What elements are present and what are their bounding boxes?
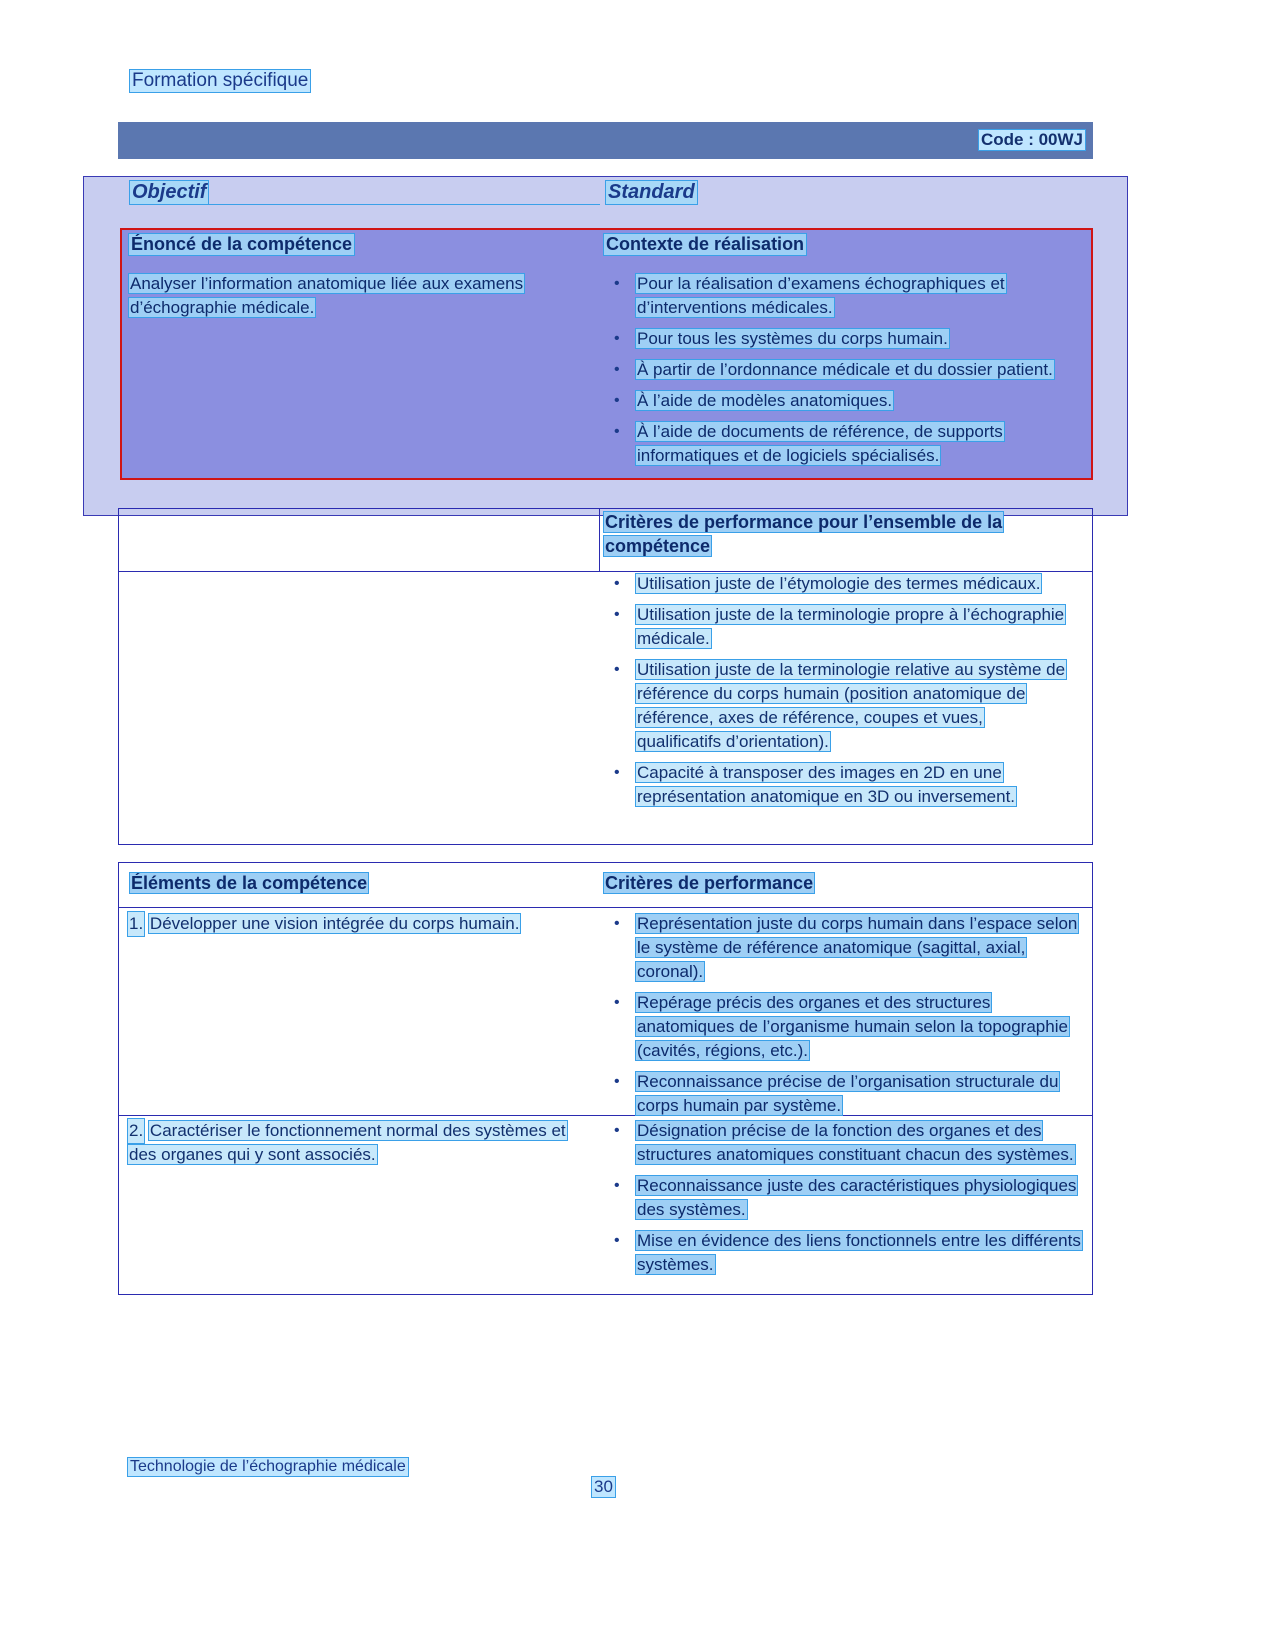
list-item: [600, 1174, 1090, 1222]
list-item: [600, 420, 1080, 468]
enonce-heading: Énoncé de la compétence: [131, 234, 353, 254]
enonce-value: Analyser l’information anatomique liée aux examens d’échographie médicale.: [130, 274, 524, 317]
footer-program: Technologie de l’échographie médicale: [130, 1458, 406, 1475]
list-item: [600, 912, 1090, 984]
contexte-item-text: À partir de l’ordonnance médicale et du dossier patient.: [637, 360, 1053, 379]
list-item: [600, 1070, 1090, 1118]
contexte-item-text: À l’aide de modèles anatomiques.: [637, 391, 893, 410]
page-number: 30: [594, 1477, 613, 1496]
code-bar: [118, 122, 1093, 159]
list-item: [600, 272, 1080, 320]
row-number: 1.: [128, 912, 144, 936]
critere-text: Capacité à transposer des images en 2D en une représentation anatomique en 3D ou inversement.: [637, 763, 1016, 806]
code-label: Code : 00WJ: [980, 130, 1083, 149]
contexte-item-text: Pour tous les systèmes du corps humain.: [637, 329, 948, 348]
criteres-ensemble-title: [604, 510, 1064, 558]
enonce-text: [129, 272, 584, 320]
list-item: [600, 658, 1070, 754]
critere-text: Mise en évidence des liens fonctionnels entre les différents systèmes.: [637, 1231, 1081, 1274]
elements-column-header-text: Éléments de la compétence: [131, 873, 368, 893]
list-item: [600, 358, 1080, 382]
criteres-ensemble-list: [600, 572, 1070, 816]
criteres-column-header-text: Critères de performance: [605, 873, 814, 893]
critere-text: Utilisation juste de la terminologie propre à l’échographie médicale.: [637, 605, 1065, 648]
contexte-list: [600, 272, 1080, 475]
critere-text: Reconnaissance juste des caractéristiques physiologiques des systèmes.: [637, 1176, 1077, 1219]
row-number: 2.: [128, 1119, 144, 1143]
critere-text: Reconnaissance précise de l’organisation structurale du corps humain par système.: [637, 1072, 1059, 1115]
element-text: Développer une vision intégrée du corps humain.: [149, 914, 520, 933]
contexte-item-text: À l’aide de documents de référence, de supports informatiques et de logiciels spécialisés.: [637, 422, 1003, 465]
element-text: Caractériser le fonctionnement normal des systèmes et des organes qui y sont associés.: [129, 1121, 566, 1164]
table-row: [128, 912, 588, 936]
list-item: [600, 603, 1070, 651]
critere-text: Repérage précis des organes et des structures anatomiques de l’organisme humain selon la topographie (cavités, régions, etc.).: [637, 993, 1068, 1060]
criteres-column-header: [604, 873, 814, 894]
contexte-item-text: Pour la réalisation d’examens échographiques et d’interventions médicales.: [637, 274, 1005, 317]
column-divider: [599, 509, 600, 571]
list-item: [600, 1229, 1090, 1277]
contexte-heading: Contexte de réalisation: [606, 234, 805, 254]
section-label: Formation spécifique: [132, 70, 309, 91]
row-criteres: [600, 1119, 1090, 1284]
critere-text: Utilisation juste de l’étymologie des termes médicaux.: [637, 574, 1041, 593]
critere-text: Désignation précise de la fonction des organes et des structures anatomiques constituant chacun des systèmes.: [637, 1121, 1074, 1164]
criteres-ensemble-title-text: Critères de performance pour l’ensemble de la compétence: [605, 512, 1003, 556]
list-item: [600, 327, 1080, 351]
critere-text: Utilisation juste de la terminologie relative au système de référence du corps humain (position anatomique de référence, axes de référence, coupes et vues, qualificatifs d’orientation).: [637, 660, 1066, 751]
objectif-title: Objectif: [132, 181, 207, 203]
list-item: [600, 572, 1070, 596]
objectif-underline: [130, 204, 600, 205]
elements-column-header: [130, 873, 368, 894]
list-item: [600, 761, 1070, 809]
table-header-divider: [119, 907, 1092, 908]
list-item: [600, 1119, 1090, 1167]
list-item: [600, 991, 1090, 1063]
row-criteres: [600, 912, 1090, 1125]
list-item: [600, 389, 1080, 413]
critere-text: Représentation juste du corps humain dans l’espace selon le système de référence anatomique (sagittal, axial, coronal).: [637, 914, 1078, 981]
table-row: [128, 1119, 588, 1167]
standard-title: Standard: [608, 181, 695, 203]
